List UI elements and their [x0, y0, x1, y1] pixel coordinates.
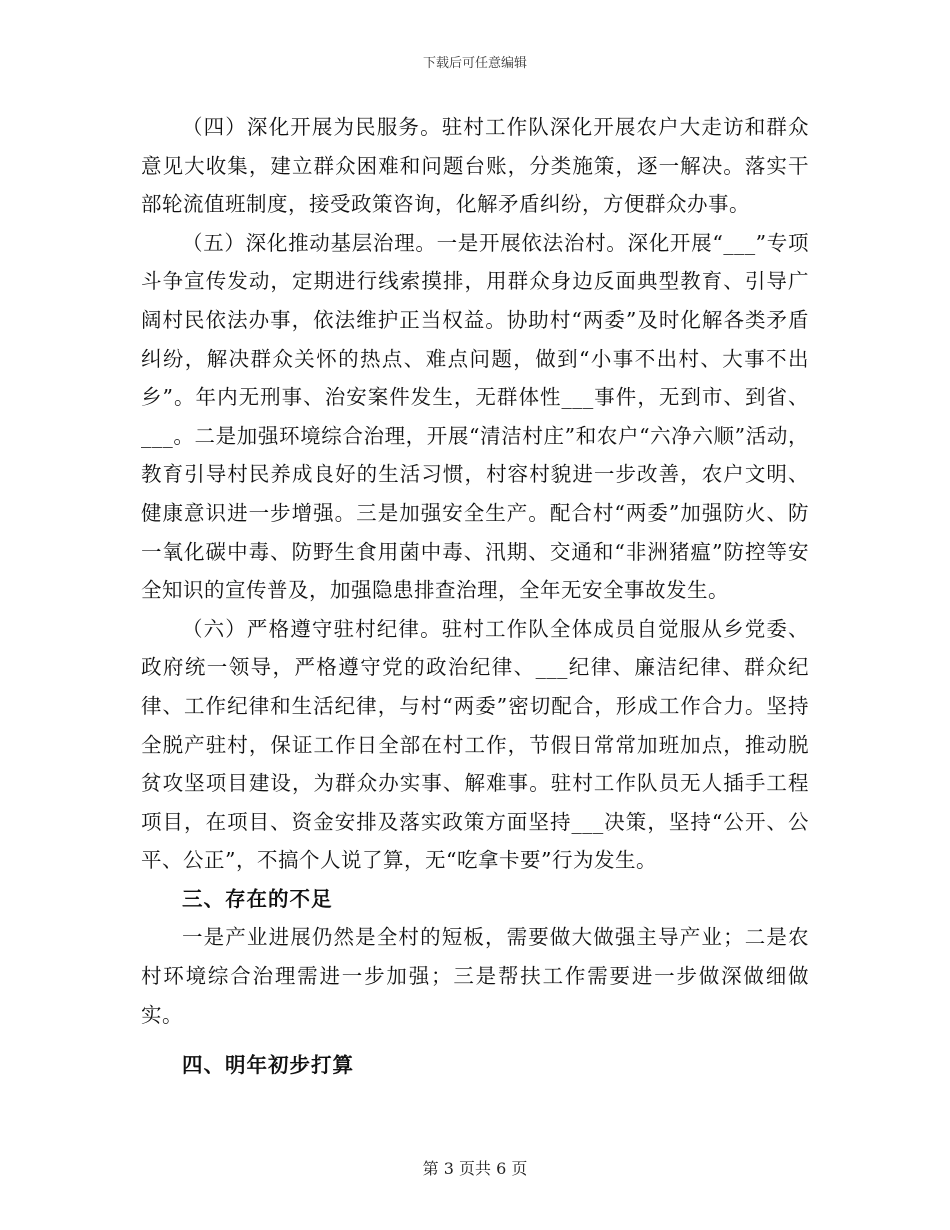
document-body [141, 108, 809, 1085]
paragraph-discipline: （六）严格遵守驻村纪律。驻村工作队全体成员自觉服从乡党委、政府统一领导，严格遵守党的政治纪律、___纪律、廉洁纪律、群众纪律、工作纪律和生活纪律，与村“两委”密切配合，形成工作合力。坚持全脱产驻村，保证工作日全部在村工作，节假日常常加班加点，推动脱贫攻坚项目建设，为群众办实事、解难事。驻村工作队员无人插手工程项目，在项目、资金安排及落实政策方面坚持___决策，坚持“公开、公平、公正”，不搞个人说了算，无“吃拿卡要”行为发生。 [141, 616, 809, 873]
section-heading-next-year-plan: 四、明年初步打算 [182, 1053, 354, 1078]
paragraph-serve-people: （四）深化开展为民服务。驻村工作队深化开展农户大走访和群众意见大收集，建立群众困难和问题台账，分类施策，逐一解决。落实干部轮流值班制度，接受政策咨询，化解矛盾纠纷，方便群众办事。 [141, 115, 809, 217]
page-number: 第 3 页共 6 页 [422, 1159, 528, 1178]
paragraph-grassroots-governance: （五）深化推动基层治理。一是开展依法治村。深化开展“___”专项斗争宣传发动，定期进行线索摸排，用群众身边反面典型教育、引导广阔村民依法办事，依法维护正当权益。协助村“两委”及时化解各类矛盾纠纷，解决群众关怀的热点、难点问题，做到“小事不出村、大事不出乡”。年内无刑事、治安案件发生，无群体性___事件，无到市、到省、___。二是加强环境综合治理，开展“清洁村庄”和农户“六净六顺”活动，教育引导村民养成良好的生活习惯，村容村貌进一步改善，农户文明、健康意识进一步增强。三是加强安全生产。配合村“两委”加强防火、防一氧化碳中毒、防野生食用菌中毒、汛期、交通和“非洲猪瘟”防控等安全知识的宣传普及，加强隐患排查治理，全年无安全事故发生。 [141, 230, 809, 603]
section-heading-shortcomings: 三、存在的不足 [182, 886, 333, 911]
paragraph-shortcomings: 一是产业进展仍然是全村的短板，需要做大做强主导产业；二是农村环境综合治理需进一步加强；三是帮扶工作需要进一步做深做细做实。 [141, 925, 809, 1027]
header-note: 下载后可任意编辑 [422, 56, 527, 71]
